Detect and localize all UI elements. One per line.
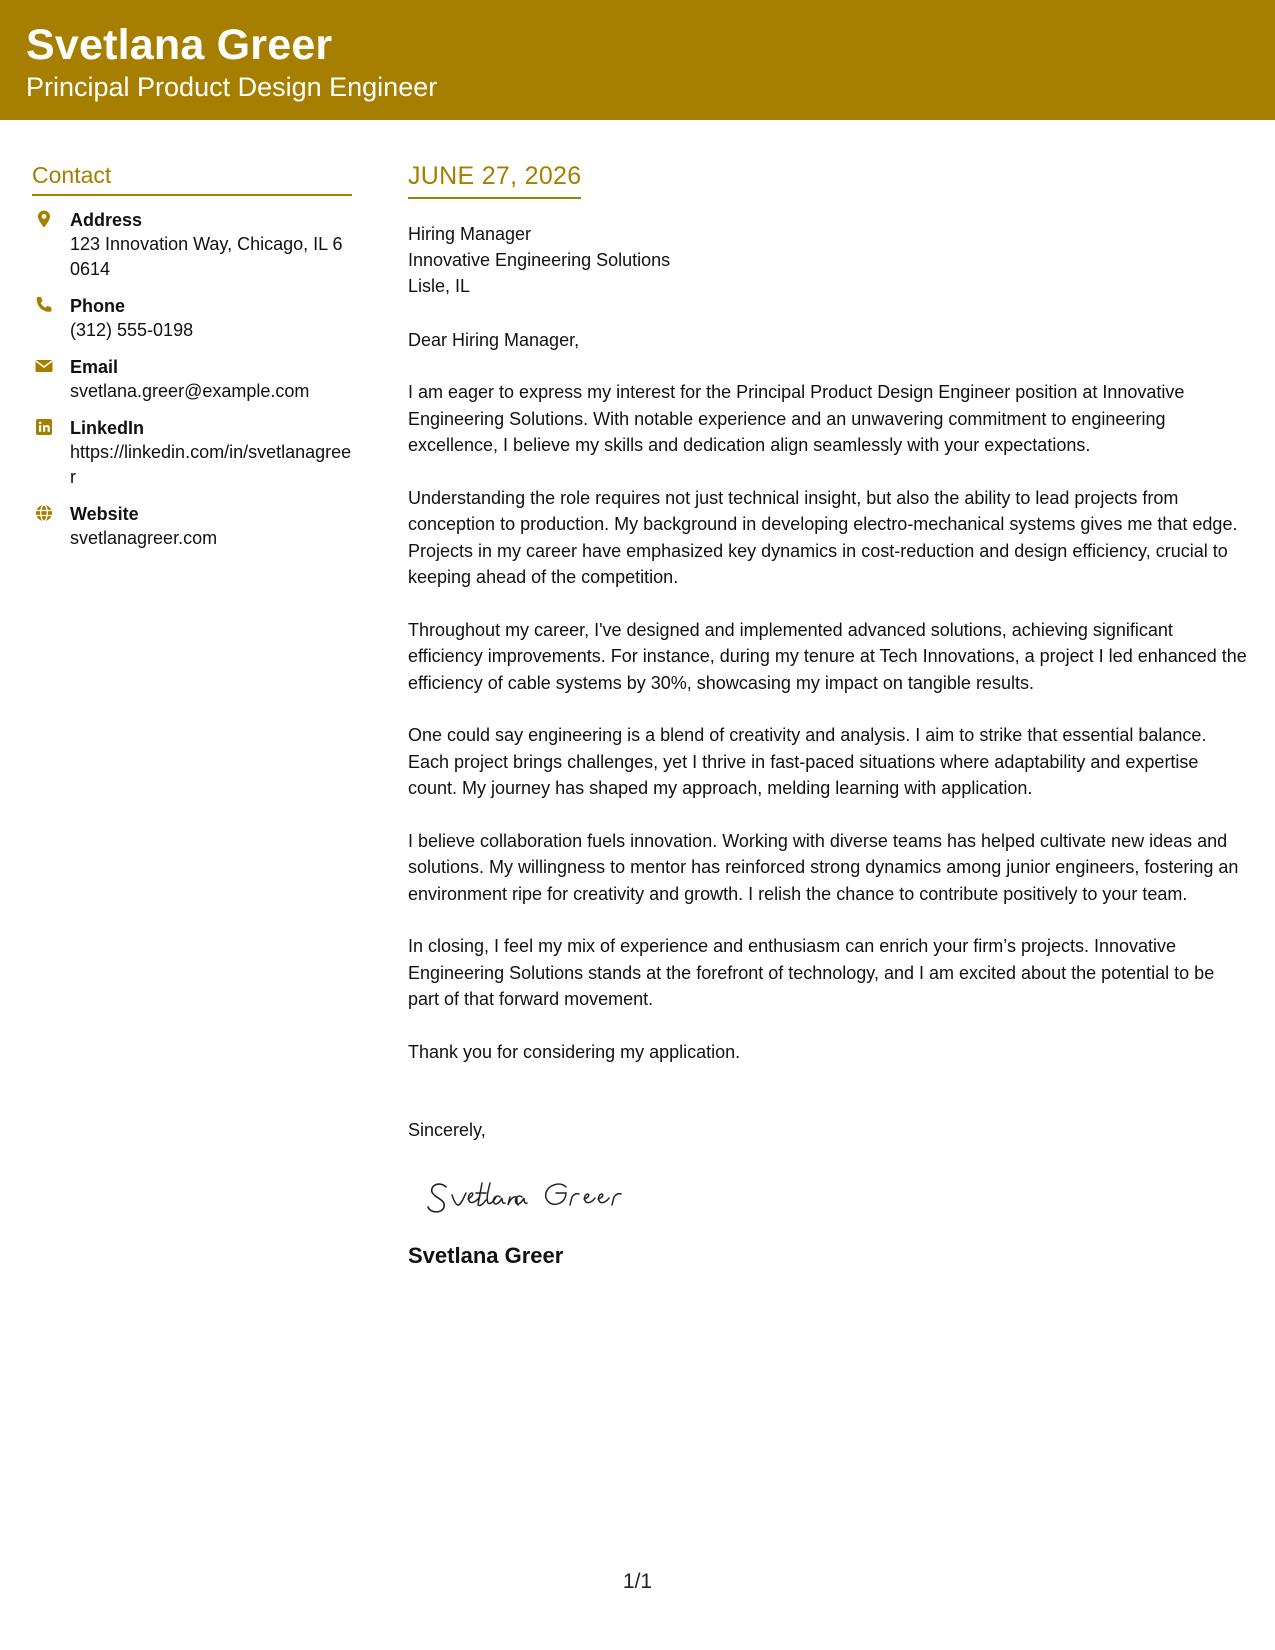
linkedin-value[interactable]: https://linkedin.com/in/svetlanagreer: [70, 442, 352, 487]
globe-icon: [34, 503, 54, 523]
recipient-location: Lisle, IL: [408, 276, 471, 296]
letter-paragraph: Throughout my career, I've designed and implemented advanced solutions, achieving significant efficiency improvements. For instance, during my tenure at Tech Innovations, a project I led enhanced the efficiency of cable systems by 30%, showcasing my impact on tangible results.: [408, 619, 1247, 693]
contact-item-phone: [32, 294, 352, 343]
letter-paragraph: One could say engineering is a blend of creativity and analysis. I aim to strike that essential balance. Each project brings challenges, yet I thrive in fast-paced situations where adaptability and expertise count. My journey has shaped my approach, melding learning with application.: [408, 725, 1207, 798]
letter-date: JUNE 27, 2026: [408, 162, 581, 199]
contact-section-title: Contact: [32, 162, 352, 196]
letter-paragraph: Understanding the role requires not just technical insight, but also the ability to lead projects from conception to production. My background in developing electro-mechanical systems gives me that edge. Projects in my career have emphasized key dynamics in cost-reduction and design efficiency, crucial to keeping ahead of the competition.: [408, 487, 1238, 587]
applicant-name: Svetlana Greer: [26, 21, 333, 69]
greeting: Dear Hiring Manager,: [408, 330, 580, 350]
contact-list: [32, 208, 352, 551]
letter-body: [408, 162, 1248, 1269]
website-value[interactable]: svetlanagreer.com: [70, 528, 218, 548]
letter-paragraph: In closing, I feel my mix of experience and enthusiasm can enrich your firm’s projects. Innovative Engineering Solutions stands at the forefront of technology, and I am excited about the potential to be part of that forward movement.: [408, 936, 1215, 1009]
page-header: [0, 0, 1275, 120]
address-value: 123 Innovation Way, Chicago, IL 60614: [70, 234, 343, 279]
recipient-company: Innovative Engineering Solutions: [408, 250, 671, 270]
location-pin-icon: [34, 209, 54, 229]
phone-value: (312) 555-0198: [70, 320, 194, 340]
contact-label: LinkedIn: [70, 418, 145, 438]
signed-name: Svetlana Greer: [408, 1243, 564, 1268]
applicant-title: Principal Product Design Engineer: [26, 72, 438, 102]
contact-label: Website: [70, 504, 139, 524]
email-value[interactable]: svetlana.greer@example.com: [70, 381, 310, 401]
contact-label: Email: [70, 357, 119, 377]
closing: Sincerely,: [408, 1120, 486, 1140]
page-indicator: 1/1: [622, 1570, 653, 1593]
recipient-name: Hiring Manager: [408, 224, 532, 244]
recipient-block: [408, 221, 1248, 299]
contact-item-linkedin: [32, 416, 352, 490]
letter-paragraph: Thank you for considering my application.: [408, 1041, 741, 1062]
phone-icon: [34, 295, 54, 315]
letter-paragraph: I believe collaboration fuels innovation. Working with diverse teams has helped cultivate new ideas and solutions. My willingness to mentor has reinforced strong dynamics among junior engineers, fostering an environment ripe for creativity and growth. I relish the chance to contribute positively to your team.: [408, 830, 1239, 904]
contact-label: Phone: [70, 296, 126, 316]
contact-item-address: [32, 208, 352, 282]
contact-sidebar: [32, 162, 352, 563]
contact-item-email: [32, 355, 352, 404]
letter-paragraph: I am eager to express my interest for the Principal Product Design Engineer position at Innovative Engineering Solutions. With notable experience and an unwavering commitment to engineering excellence, I believe my skills and dedication align seamlessly with your expectations.: [408, 382, 1185, 455]
contact-label: Address: [70, 210, 143, 230]
envelope-icon: [34, 356, 54, 376]
contact-item-website: [32, 502, 352, 551]
handwritten-signature: [424, 1165, 664, 1225]
linkedin-icon: [34, 417, 54, 437]
